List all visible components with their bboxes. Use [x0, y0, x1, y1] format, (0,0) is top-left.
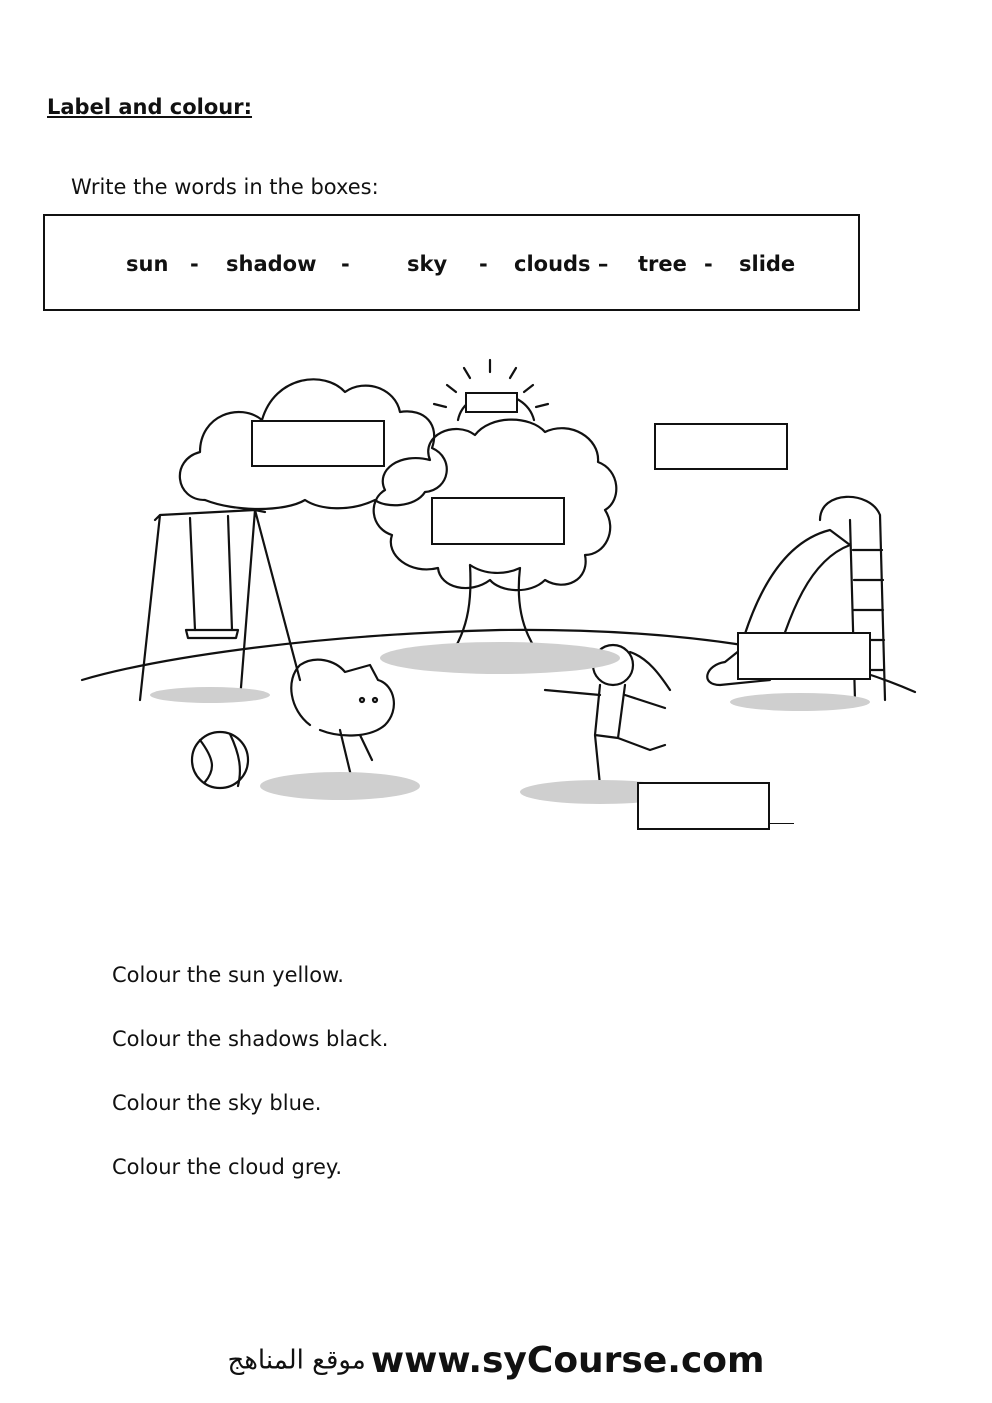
- cat-illustration: [291, 660, 394, 780]
- word-sun: sun: [126, 252, 169, 276]
- word-separator: -: [190, 252, 199, 276]
- word-separator: -: [704, 252, 713, 276]
- swing-shadow: [150, 687, 270, 703]
- word-separator: -: [341, 252, 350, 276]
- label-box-sky[interactable]: [654, 423, 788, 470]
- word-sky: sky: [407, 252, 448, 276]
- swing-illustration: [140, 510, 300, 700]
- colour-instruction-sky: Colour the sky blue.: [112, 1091, 322, 1115]
- word-slide: slide: [739, 252, 796, 276]
- pointer-line: [770, 823, 794, 824]
- word-tree: tree: [638, 252, 687, 276]
- cat-shadow: [260, 772, 420, 800]
- label-box-clouds[interactable]: [251, 420, 385, 467]
- label-box-sun[interactable]: [465, 392, 518, 413]
- worksheet-title: Label and colour:: [47, 95, 253, 119]
- word-bank: [43, 214, 860, 311]
- word-shadow: shadow: [226, 252, 317, 276]
- word-clouds: clouds –: [514, 252, 609, 276]
- tree-trunk-illustration: [455, 565, 535, 648]
- label-box-slide[interactable]: [737, 632, 871, 680]
- colour-instruction-shadows: Colour the shadows black.: [112, 1027, 389, 1051]
- footer: [0, 1340, 992, 1381]
- footer-arabic-text: موقع المناهج: [227, 1345, 366, 1376]
- tree-shadow: [380, 642, 620, 674]
- worksheet-instruction: Write the words in the boxes:: [71, 175, 379, 199]
- label-box-tree[interactable]: [431, 497, 565, 545]
- slide-shadow: [730, 693, 870, 711]
- label-box-shadow[interactable]: [637, 782, 770, 830]
- playground-illustration: [0, 340, 992, 860]
- footer-url[interactable]: www.syCourse.com: [370, 1340, 765, 1381]
- word-separator: -: [479, 252, 488, 276]
- colour-instruction-sun: Colour the sun yellow.: [112, 963, 344, 987]
- colour-instruction-cloud: Colour the cloud grey.: [112, 1155, 343, 1179]
